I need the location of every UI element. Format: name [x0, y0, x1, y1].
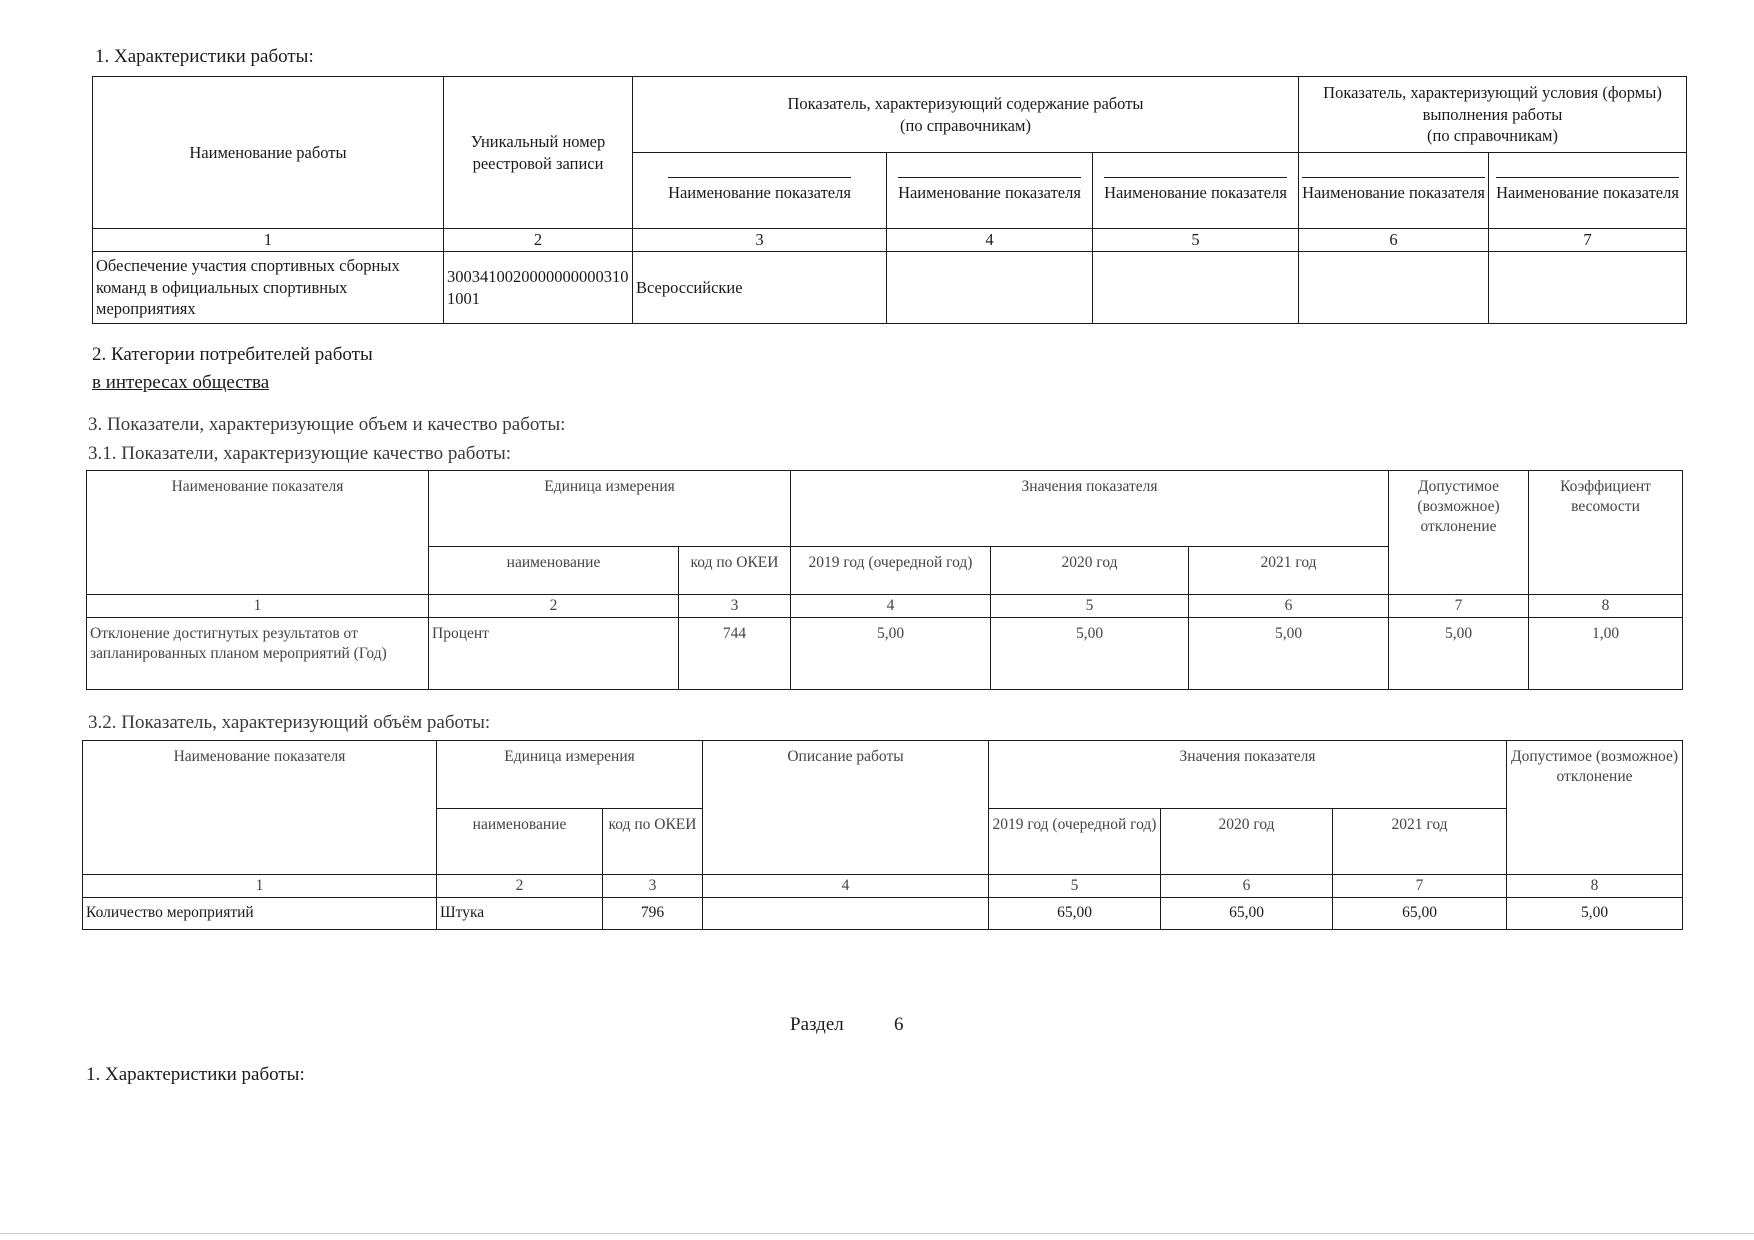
empty-cell: [1489, 252, 1687, 324]
column-number: 7: [1333, 875, 1507, 898]
work-characteristics-table: [92, 76, 1687, 324]
column-number: 4: [887, 229, 1093, 252]
unique-number-value: 30034100200000000003101001: [444, 252, 633, 324]
quality-weight: 1,00: [1529, 618, 1683, 690]
work-name-value: Обеспечение участия спортивных сборных команд в официальных спортивных мероприятиях: [93, 252, 444, 324]
quality-year-2020: 5,00: [991, 618, 1189, 690]
volume-unit-name: Штука: [437, 898, 603, 930]
section1-title: 1. Характеристики работы:: [95, 46, 314, 67]
volume-deviation: 5,00: [1507, 898, 1683, 930]
header-indicator-name-5: Наименование показателя: [1093, 153, 1299, 229]
section-number: 6: [894, 1014, 904, 1035]
column-number: 5: [989, 875, 1161, 898]
quality-unit-code: 744: [679, 618, 791, 690]
content-indicator-value: Всероссийские: [633, 252, 887, 324]
volume-unit-code: 796: [603, 898, 703, 930]
header-deviation: Допустимое (возможное) отклонение: [1389, 471, 1529, 595]
empty-cell: [1299, 252, 1489, 324]
header-unit: Единица измерения: [437, 741, 703, 809]
volume-indicator-value: Количество мероприятий: [83, 898, 437, 930]
column-number: 2: [429, 595, 679, 618]
header-values: Значения показателя: [791, 471, 1389, 547]
column-number: 8: [1529, 595, 1683, 618]
header-unit-name: наименование: [437, 809, 603, 875]
volume-year-2021: 65,00: [1333, 898, 1507, 930]
section2-title: 2. Категории потребителей работы: [92, 344, 373, 365]
header-condition-indicator: Показатель, характеризующий условия (формы) выполнения работы (по справочникам): [1299, 77, 1687, 153]
volume-description: [703, 898, 989, 930]
section3-title: 3. Показатели, характеризующие объем и качество работы:: [88, 414, 566, 435]
header-year-2019: 2019 год (очередной год): [989, 809, 1161, 875]
column-number: 3: [633, 229, 887, 252]
header-content-indicator: Показатель, характеризующий содержание работы (по справочникам): [633, 77, 1299, 153]
header-unique-number: Уникальный номер реестровой записи: [444, 77, 633, 229]
header-year-2020: 2020 год: [991, 547, 1189, 595]
volume-indicators-table: [82, 740, 1683, 930]
section3-volume-title: 3.2. Показатель, характеризующий объём работы:: [88, 712, 491, 733]
empty-cell: [887, 252, 1093, 324]
header-indicator-name: Наименование показателя: [83, 741, 437, 875]
header-year-2021: 2021 год: [1333, 809, 1507, 875]
column-number: 1: [83, 875, 437, 898]
column-number: 6: [1299, 229, 1489, 252]
header-year-2020: 2020 год: [1161, 809, 1333, 875]
header-deviation: Допустимое (возможное) отклонение: [1507, 741, 1683, 875]
header-work-name: Наименование работы: [93, 77, 444, 229]
column-number: 1: [93, 229, 444, 252]
quality-indicators-table: [86, 470, 1683, 690]
section-label: Раздел: [790, 1014, 844, 1035]
column-number: 7: [1389, 595, 1529, 618]
header-unit-code: код по ОКЕИ: [603, 809, 703, 875]
header-indicator-name-4: Наименование показателя: [887, 153, 1093, 229]
header-values: Значения показателя: [989, 741, 1507, 809]
header-year-2021: 2021 год: [1189, 547, 1389, 595]
consumer-category: в интересах общества: [92, 372, 270, 393]
column-number: 2: [437, 875, 603, 898]
quality-year-2021: 5,00: [1189, 618, 1389, 690]
column-number: 1: [87, 595, 429, 618]
column-number: 2: [444, 229, 633, 252]
column-number: 3: [603, 875, 703, 898]
header-unit-code: код по ОКЕИ: [679, 547, 791, 595]
column-number: 7: [1489, 229, 1687, 252]
header-unit-name: наименование: [429, 547, 679, 595]
header-indicator-name-3: Наименование показателя: [633, 153, 887, 229]
column-number: 5: [991, 595, 1189, 618]
volume-year-2019: 65,00: [989, 898, 1161, 930]
header-year-2019: 2019 год (очередной год): [791, 547, 991, 595]
header-weight: Коэффициент весомости: [1529, 471, 1683, 595]
header-unit: Единица измерения: [429, 471, 791, 547]
volume-year-2020: 65,00: [1161, 898, 1333, 930]
next-section-title: 1. Характеристики работы:: [86, 1064, 305, 1085]
column-number: 5: [1093, 229, 1299, 252]
column-number: 4: [791, 595, 991, 618]
column-number: 6: [1189, 595, 1389, 618]
header-description: Описание работы: [703, 741, 989, 875]
column-number: 3: [679, 595, 791, 618]
section3-quality-title: 3.1. Показатели, характеризующие качество работы:: [88, 443, 512, 464]
quality-unit-name: Процент: [429, 618, 679, 690]
quality-deviation: 5,00: [1389, 618, 1529, 690]
column-number: 8: [1507, 875, 1683, 898]
empty-cell: [1093, 252, 1299, 324]
column-number: 4: [703, 875, 989, 898]
header-indicator-name: Наименование показателя: [87, 471, 429, 595]
quality-year-2019: 5,00: [791, 618, 991, 690]
column-number: 6: [1161, 875, 1333, 898]
page-edge-line: [0, 1233, 1754, 1234]
header-indicator-name-7: Наименование показателя: [1489, 153, 1687, 229]
header-indicator-name-6: Наименование показателя: [1299, 153, 1489, 229]
quality-indicator-value: Отклонение достигнутых результатов от запланированных планом мероприятий (Год): [87, 618, 429, 690]
